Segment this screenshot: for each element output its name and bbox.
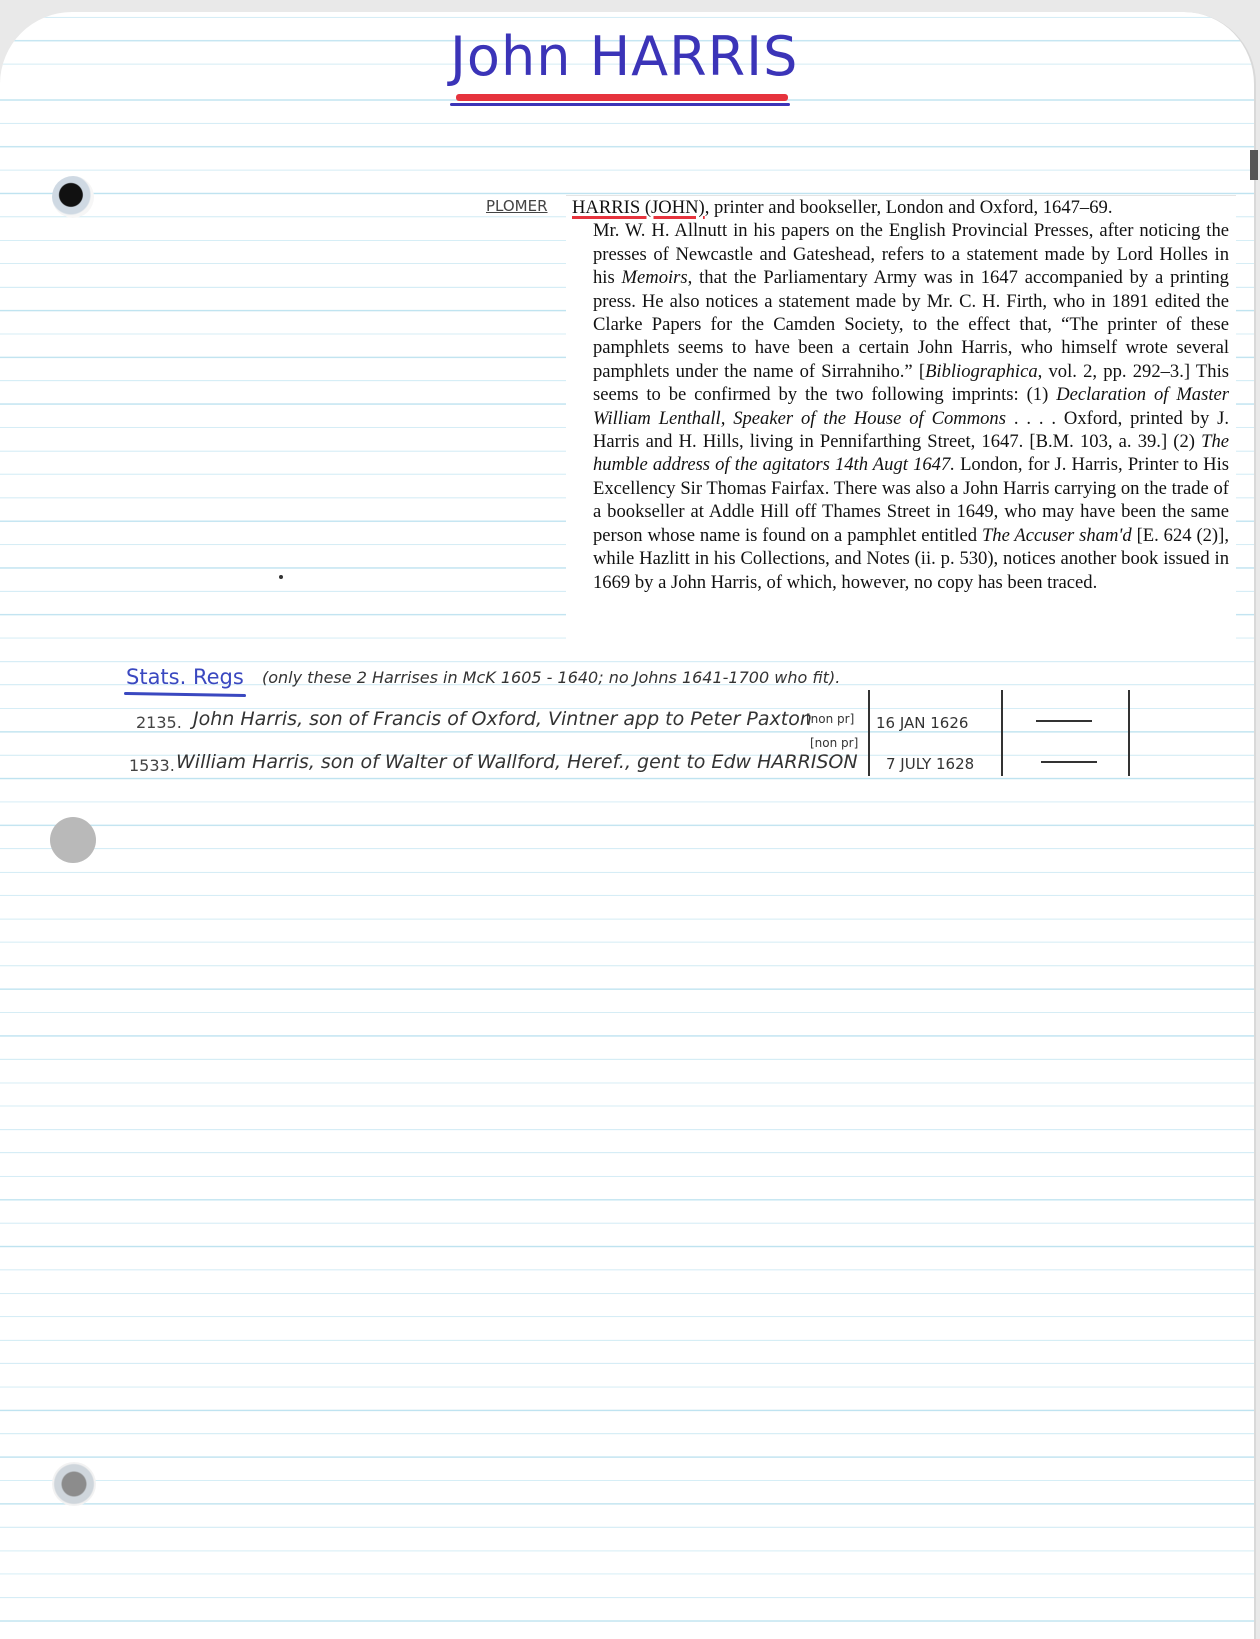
binder-hole-middle — [50, 817, 96, 863]
page-title-block — [450, 22, 799, 92]
title-underline-red — [456, 94, 788, 101]
entry-heading-rest: , printer and bookseller, London and Oxford, 1647–69. — [704, 197, 1113, 218]
entry-number: 2135. — [136, 713, 182, 732]
title-underline-blue — [450, 103, 790, 106]
clipping-text — [572, 196, 1230, 594]
clipping-italic-declaration: Declaration of Master William Lenthall, Speaker of the House of Commons — [593, 384, 1229, 429]
entry-empty-dash — [1041, 761, 1097, 763]
stats-regs-heading: Stats. Regs — [126, 665, 244, 689]
table-rule — [1128, 690, 1130, 776]
clipping-body-5: London, for J. Harris, Printer to His Excellency Sir Thomas Fairfax. There was also a John Harris carrying on the trade of a bookseller at Addle Hill off Thames Street in 1649, who may have been the same person whose name is found on a pamphlet entitled — [593, 454, 1230, 546]
clipping-italic-bibliographica: Bibliographica — [925, 360, 1038, 382]
entry-date: 16 JAN 1626 — [876, 714, 969, 732]
entry-date: 7 JULY 1628 — [886, 755, 975, 773]
binder-hole-top — [52, 176, 94, 218]
entry-note: [non pr] — [810, 736, 859, 750]
clipping-heading-line — [572, 196, 1229, 219]
binder-hole-bottom — [52, 1462, 96, 1506]
clipping-body-3: , vol. 2, pp. 292–3.] This seems to be confirmed by the two following imprints: (1) — [593, 360, 1229, 406]
clipping-italic-memoirs: Memoirs — [621, 267, 688, 289]
ink-speck — [279, 575, 283, 579]
entry-number: 1533. — [129, 756, 175, 775]
entry-text: William Harris, son of Walter of Wallford, Heref., gent to Edw HARRISON — [176, 751, 858, 773]
entry-empty-dash — [1036, 720, 1092, 722]
clipping-body-2: , that the Parliamentary Army was in 1647 accompanied by a printing press. He also notices a statement made by Mr. C. H. Firth, who in 1891 edited the Clarke Papers for the Camden Society, to the effect that, “The printer of these pamphlets seems to have been a certain John Harris, who himself wrote several pamphlets under the name of Sirrahniho.” [ — [593, 267, 1229, 382]
clipping-italic-humble-address: The humble address of the agitators 14th Augt 1647. — [593, 431, 1229, 476]
clipping-body-6: [E. 624 (2)], while Hazlitt in his Collections, and Notes (ii. p. 530), notices another book issued in 1669 by a John Harris, of which, however, no copy has been traced. — [593, 524, 1229, 593]
stats-regs-note: (only these 2 Harrises in McK 1605 - 1640; no Johns 1641-1700 who fit). — [262, 668, 841, 687]
clipping-body-1: Mr. W. H. Allnutt in his papers on the English Provincial Presses, after noticing the presses of Newcastle and Gateshead, refers to a statement made by Lord Holles in his — [593, 220, 1229, 289]
entry-heading-name: HARRIS (JOHN) — [572, 197, 705, 218]
table-rule — [1001, 690, 1003, 776]
entry-text: John Harris, son of Francis of Oxford, Vintner app to Peter Paxton — [193, 708, 812, 730]
entry-note: [non pr] — [806, 712, 855, 726]
page-title: John HARRIS — [450, 25, 799, 88]
source-stamp: PLOMER — [486, 197, 548, 215]
clipping-body-4: . . . . Oxford, printed by J. Harris and H. Hills, living in Pennifarthing Street, 1647. [B.M. 103, a. 39.] (2) — [593, 407, 1229, 453]
page-edge-mark — [1250, 150, 1258, 180]
table-rule — [868, 690, 870, 776]
clipping-italic-accuser: The Accuser sham'd — [981, 524, 1132, 546]
